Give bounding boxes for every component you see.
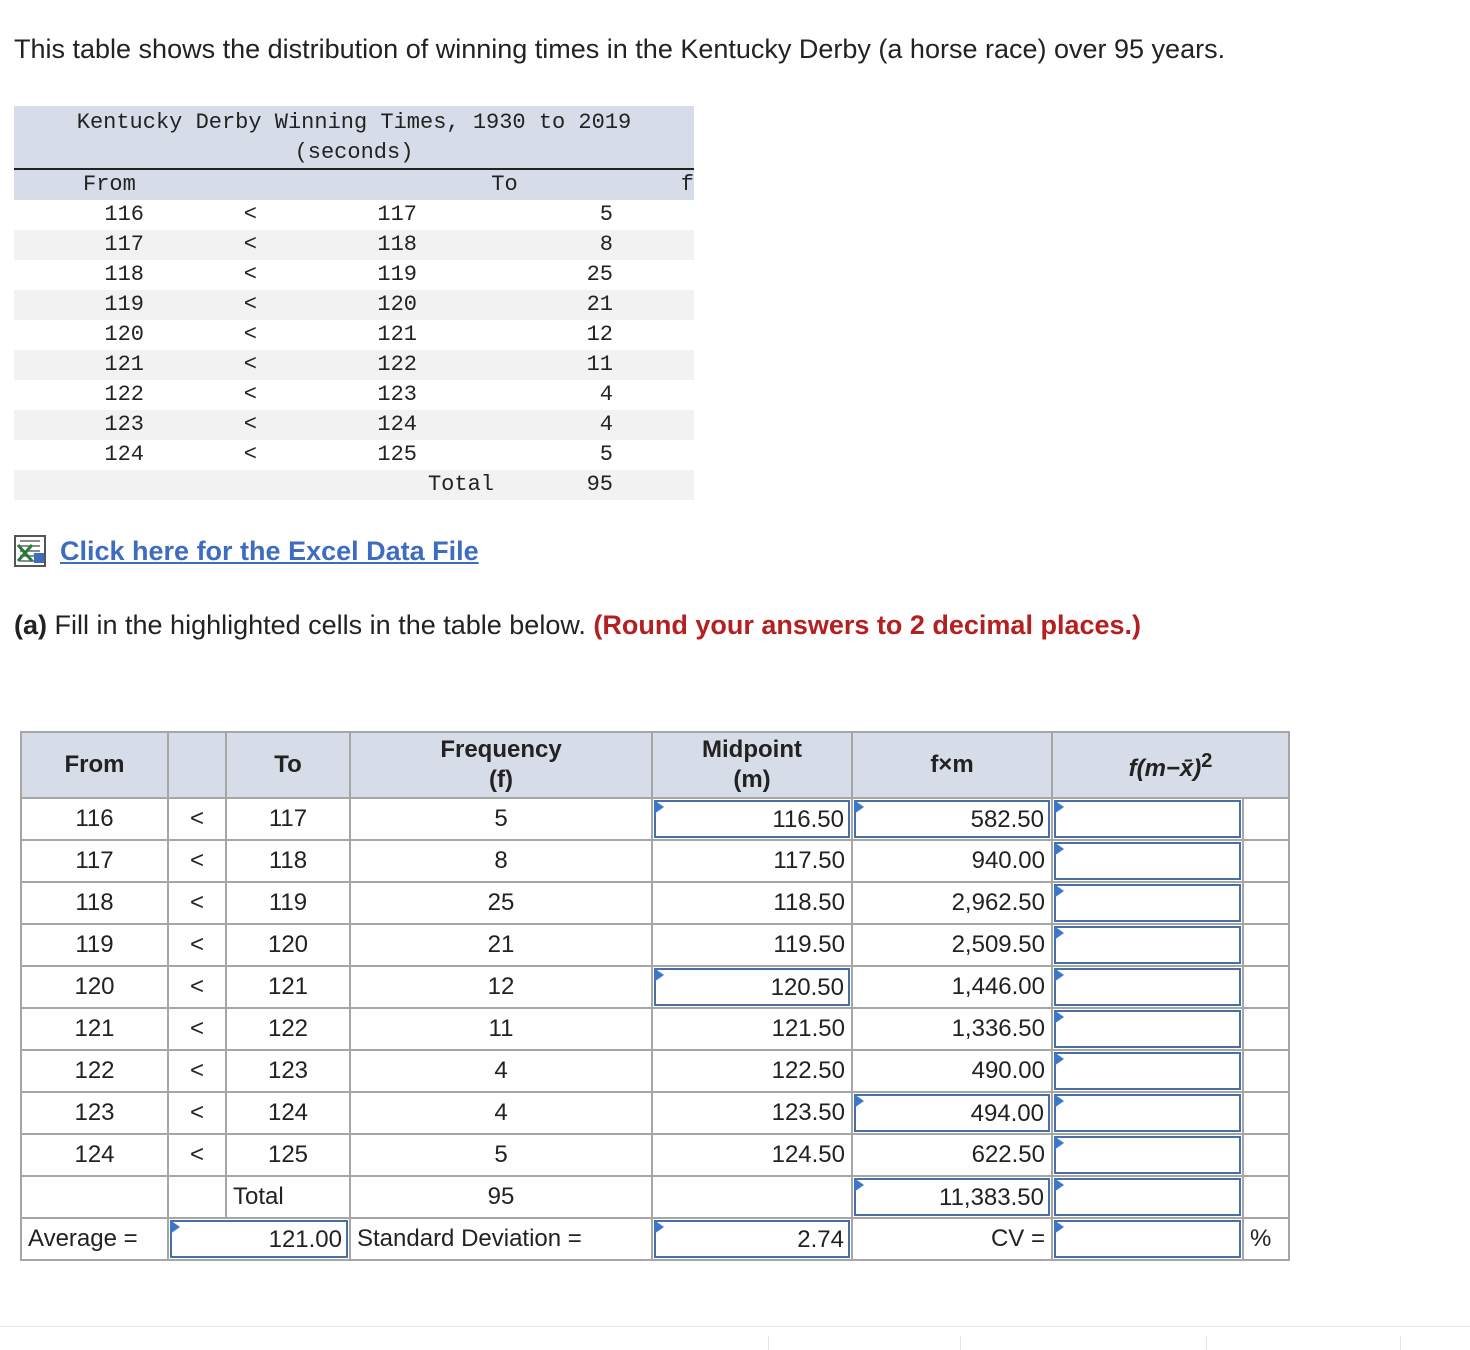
source-to: 122	[377, 352, 417, 377]
cv-label: CV =	[852, 1218, 1052, 1260]
fxm-cell: 940.00	[852, 840, 1052, 882]
source-lt: <	[243, 352, 257, 377]
flag-icon	[854, 800, 864, 814]
midpoint-cell[interactable]	[652, 966, 852, 1008]
row-empty-last	[1243, 798, 1289, 840]
less-than: <	[168, 924, 226, 966]
frequency-value: 25	[350, 882, 652, 924]
source-header-from: From	[83, 172, 136, 197]
source-to: 118	[377, 232, 417, 257]
source-to: 125	[377, 442, 417, 467]
source-total-label: Total	[427, 472, 494, 497]
frequency-value: 11	[350, 1008, 652, 1050]
deviation-input[interactable]	[1054, 968, 1241, 1006]
header-frequency-line1: Frequency	[440, 736, 562, 763]
source-f: 8	[599, 232, 613, 257]
source-row	[14, 200, 694, 230]
answer-summary-row	[21, 1218, 1289, 1260]
source-to: 119	[377, 262, 417, 287]
row-empty-last	[1243, 966, 1289, 1008]
source-from: 120	[104, 322, 144, 347]
source-row	[14, 230, 694, 260]
deviation-input[interactable]	[1054, 1136, 1241, 1174]
frequency-value: 12	[350, 966, 652, 1008]
to-value: 117	[226, 798, 350, 840]
total-fxm-input[interactable]: 11,383.50	[854, 1178, 1050, 1216]
total-deviation-cell[interactable]	[1052, 1176, 1243, 1218]
midpoint-cell: 123.50	[652, 1092, 852, 1134]
row-empty-last	[1243, 1134, 1289, 1176]
flag-icon	[654, 968, 664, 982]
to-value: 118	[226, 840, 350, 882]
total-frequency: 95	[350, 1176, 652, 1218]
source-lt: <	[243, 262, 257, 287]
header-lt	[168, 732, 226, 798]
from-value: 120	[21, 966, 168, 1008]
excel-link-row[interactable]	[14, 535, 479, 567]
header-from: From	[21, 732, 168, 798]
deviation-cell[interactable]	[1052, 966, 1243, 1008]
header-frequency-line2: (f)	[489, 766, 513, 793]
flag-icon	[1054, 968, 1064, 982]
answer-row	[21, 924, 1289, 966]
frequency-value: 4	[350, 1050, 652, 1092]
frequency-value: 8	[350, 840, 652, 882]
source-title-line1: Kentucky Derby Winning Times, 1930 to 2019	[76, 110, 632, 135]
frequency-value: 21	[350, 924, 652, 966]
sd-label: Standard Deviation =	[350, 1218, 652, 1260]
fxm-input[interactable]: 582.50	[854, 800, 1050, 838]
source-f: 12	[586, 322, 613, 347]
source-lt: <	[243, 382, 257, 407]
source-to: 117	[377, 202, 417, 227]
deviation-input[interactable]	[1054, 926, 1241, 964]
sd-cell[interactable]	[652, 1218, 852, 1260]
fxm-cell: 1,336.50	[852, 1008, 1052, 1050]
to-value: 123	[226, 1050, 350, 1092]
flag-icon	[854, 1178, 864, 1192]
row-empty-last	[1243, 924, 1289, 966]
instruction	[14, 610, 1141, 641]
less-than: <	[168, 1092, 226, 1134]
midpoint-cell: 124.50	[652, 1134, 852, 1176]
answer-header-row	[21, 732, 1289, 798]
row-empty-last	[1243, 1092, 1289, 1134]
from-value: 116	[21, 798, 168, 840]
midpoint-cell: 121.50	[652, 1008, 852, 1050]
source-row	[14, 380, 694, 410]
source-title-line2: (seconds)	[294, 140, 414, 165]
flag-icon	[1054, 926, 1064, 940]
source-f: 5	[599, 202, 613, 227]
midpoint-input[interactable]: 116.50	[654, 800, 850, 838]
to-value: 121	[226, 966, 350, 1008]
midpoint-input[interactable]: 120.50	[654, 968, 850, 1006]
source-lt: <	[243, 322, 257, 347]
fxm-cell[interactable]	[852, 1092, 1052, 1134]
header-midpoint-line1: Midpoint	[702, 736, 802, 763]
answer-row	[21, 1092, 1289, 1134]
source-from: 117	[104, 232, 144, 257]
flag-icon	[1054, 842, 1064, 856]
source-header-f: f	[680, 172, 694, 197]
to-value: 125	[226, 1134, 350, 1176]
frequency-value: 5	[350, 1134, 652, 1176]
source-f: 5	[599, 442, 613, 467]
instruction-label: (a)	[14, 610, 47, 640]
source-table	[14, 106, 694, 500]
deviation-input[interactable]	[1054, 1052, 1241, 1090]
source-f: 4	[599, 412, 613, 437]
source-lt: <	[243, 232, 257, 257]
source-row	[14, 350, 694, 380]
excel-file-icon[interactable]	[14, 535, 46, 567]
to-value: 124	[226, 1092, 350, 1134]
cv-cell[interactable]	[1052, 1218, 1243, 1260]
flag-icon	[170, 1220, 180, 1234]
answer-table	[20, 731, 1290, 1261]
header-fxm: f×m	[852, 732, 1052, 798]
source-to: 121	[377, 322, 417, 347]
divider-tick	[1206, 1336, 1207, 1350]
source-table-title	[14, 106, 694, 170]
answer-row	[21, 1008, 1289, 1050]
average-label: Average =	[21, 1218, 168, 1260]
row-empty-last	[1243, 882, 1289, 924]
from-value: 121	[21, 1008, 168, 1050]
source-row	[14, 320, 694, 350]
deviation-input[interactable]	[1054, 884, 1241, 922]
deviation-input[interactable]	[1054, 1010, 1241, 1048]
source-to: 124	[377, 412, 417, 437]
row-empty-last	[1243, 1008, 1289, 1050]
excel-data-file-link[interactable]: Click here for the Excel Data File	[60, 535, 479, 566]
source-f: 11	[586, 352, 613, 377]
source-row	[14, 440, 694, 470]
deviation-input[interactable]	[1054, 842, 1241, 880]
fxm-cell: 2,962.50	[852, 882, 1052, 924]
header-deviation-text: f(m−x̄)	[1128, 755, 1202, 782]
average-cell[interactable]	[168, 1218, 350, 1260]
total-label: Total	[226, 1176, 350, 1218]
fxm-cell: 490.00	[852, 1050, 1052, 1092]
less-than: <	[168, 966, 226, 1008]
to-value: 120	[226, 924, 350, 966]
source-total-row	[14, 470, 694, 500]
source-row	[14, 260, 694, 290]
answer-row	[21, 798, 1289, 840]
header-frequency	[350, 732, 652, 798]
source-header-to: To	[491, 172, 518, 197]
deviation-cell[interactable]	[1052, 1134, 1243, 1176]
total-fxm-cell[interactable]	[852, 1176, 1052, 1218]
source-to: 120	[377, 292, 417, 317]
flag-icon	[1054, 1220, 1064, 1234]
instruction-text: Fill in the highlighted cells in the table below.	[54, 610, 586, 640]
frequency-value: 5	[350, 798, 652, 840]
rounding-note: (Round your answers to 2 decimal places.)	[593, 610, 1142, 640]
cv-input[interactable]	[1054, 1220, 1241, 1258]
total-empty-lt	[168, 1176, 226, 1218]
header-midpoint-line2: (m)	[733, 766, 771, 793]
from-value: 123	[21, 1092, 168, 1134]
deviation-input[interactable]	[1054, 1094, 1241, 1132]
row-empty-last	[1243, 1050, 1289, 1092]
answer-row	[21, 882, 1289, 924]
deviation-cell[interactable]	[1052, 882, 1243, 924]
source-from: 124	[104, 442, 144, 467]
to-value: 122	[226, 1008, 350, 1050]
total-empty-last	[1243, 1176, 1289, 1218]
source-f: 4	[599, 382, 613, 407]
flag-icon	[1054, 1010, 1064, 1024]
fxm-cell[interactable]	[852, 798, 1052, 840]
source-lt: <	[243, 292, 257, 317]
fxm-cell: 2,509.50	[852, 924, 1052, 966]
from-value: 122	[21, 1050, 168, 1092]
flag-icon	[654, 800, 664, 814]
answer-row	[21, 1050, 1289, 1092]
flag-icon	[1054, 884, 1064, 898]
answer-row	[21, 840, 1289, 882]
source-f: 21	[586, 292, 613, 317]
fxm-cell: 1,446.00	[852, 966, 1052, 1008]
midpoint-cell: 119.50	[652, 924, 852, 966]
flag-icon	[1054, 1178, 1064, 1192]
average-input[interactable]: 121.00	[170, 1220, 348, 1258]
midpoint-cell: 117.50	[652, 840, 852, 882]
midpoint-cell[interactable]	[652, 798, 852, 840]
total-empty-midpoint	[652, 1176, 852, 1218]
source-from: 118	[104, 262, 144, 287]
answer-total-row	[21, 1176, 1289, 1218]
frequency-value: 4	[350, 1092, 652, 1134]
less-than: <	[168, 1134, 226, 1176]
deviation-cell[interactable]	[1052, 924, 1243, 966]
fxm-cell: 622.50	[852, 1134, 1052, 1176]
source-lt: <	[243, 442, 257, 467]
intro-text: This table shows the distribution of winning times in the Kentucky Derby (a horse race) over 95 years.	[14, 34, 1226, 64]
answer-row	[21, 1134, 1289, 1176]
flag-icon	[854, 1094, 864, 1108]
source-row	[14, 290, 694, 320]
less-than: <	[168, 1008, 226, 1050]
source-from: 122	[104, 382, 144, 407]
source-from: 123	[104, 412, 144, 437]
answer-row	[21, 966, 1289, 1008]
source-lt: <	[243, 202, 257, 227]
deviation-cell[interactable]	[1052, 798, 1243, 840]
sd-input[interactable]: 2.74	[654, 1220, 850, 1258]
flag-icon	[1054, 1136, 1064, 1150]
deviation-cell[interactable]	[1052, 1050, 1243, 1092]
flag-icon	[1054, 1052, 1064, 1066]
source-to: 123	[377, 382, 417, 407]
divider-tick	[1400, 1336, 1401, 1350]
header-to: To	[226, 732, 350, 798]
from-value: 124	[21, 1134, 168, 1176]
bottom-divider	[0, 1326, 1470, 1327]
source-header-row	[14, 170, 694, 200]
from-value: 119	[21, 924, 168, 966]
deviation-cell[interactable]	[1052, 1092, 1243, 1134]
less-than: <	[168, 882, 226, 924]
source-lt: <	[243, 412, 257, 437]
total-empty-from	[21, 1176, 168, 1218]
from-value: 117	[21, 840, 168, 882]
deviation-cell[interactable]	[1052, 840, 1243, 882]
flag-icon	[654, 1220, 664, 1234]
source-row	[14, 410, 694, 440]
source-from: 121	[104, 352, 144, 377]
to-value: 119	[226, 882, 350, 924]
flag-icon	[1054, 800, 1064, 814]
less-than: <	[168, 798, 226, 840]
header-deviation-sup: 2	[1201, 750, 1213, 772]
divider-tick	[768, 1336, 769, 1350]
divider-tick	[960, 1336, 961, 1350]
less-than: <	[168, 840, 226, 882]
header-deviation	[1052, 732, 1289, 798]
source-total-value: 95	[586, 472, 613, 497]
fxm-input[interactable]: 494.00	[854, 1094, 1050, 1132]
less-than: <	[168, 1050, 226, 1092]
flag-icon	[1054, 1094, 1064, 1108]
row-empty-last	[1243, 840, 1289, 882]
deviation-input[interactable]	[1054, 800, 1241, 838]
total-deviation-input[interactable]	[1054, 1178, 1241, 1216]
deviation-cell[interactable]	[1052, 1008, 1243, 1050]
percent-sign: %	[1243, 1218, 1289, 1260]
midpoint-cell: 122.50	[652, 1050, 852, 1092]
source-from: 116	[104, 202, 144, 227]
midpoint-cell: 118.50	[652, 882, 852, 924]
source-f: 25	[586, 262, 613, 287]
source-from: 119	[104, 292, 144, 317]
header-midpoint	[652, 732, 852, 798]
from-value: 118	[21, 882, 168, 924]
